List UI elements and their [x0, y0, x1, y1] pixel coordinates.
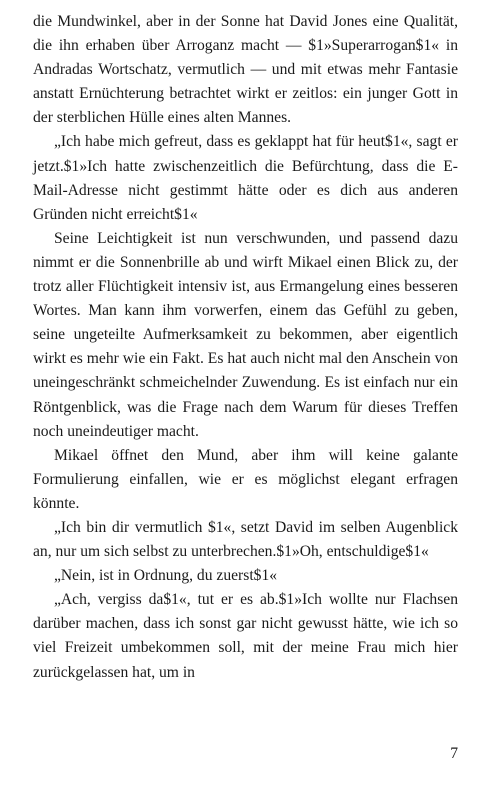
paragraph: „Ach, vergiss da$1«, tut er es ab.$1»Ich wollte nur Flachsen darüber machen, dass ich sonst gar nicht gewusst hätte, wie ich so viel Freizeit umbekommen soll, mit der meine Frau mich hier zurückgelassen hat, um in	[33, 591, 458, 681]
paragraph: „Ich bin dir vermutlich $1«, setzt David im selben Augenblick an, nur um sich selbst zu unterbrechen.$1»Oh, entschuldige$1«	[33, 518, 458, 561]
paragraph: „Ich habe mich gefreut, dass es geklappt hat für heut$1«, sagt er jetzt.$1»Ich hatte zwischenzeitlich die Befürchtung, dass die E-Mail-Adresse nicht gestimmt hätte oder es dich aus anderen Gründen nicht erreicht$1«	[33, 133, 458, 223]
page-number: 7	[450, 745, 458, 762]
paragraph: Mikael öffnet den Mund, aber ihm will keine galante Formulierung einfallen, wie er es möglichst elegant erfragen könnte.	[33, 446, 458, 512]
paragraph: Seine Leichtigkeit ist nun verschwunden, und passend dazu nimmt er die Sonnenbrille ab und wirft Mikael einen Blick zu, der trotz aller Flüchtigkeit intensiv ist, aus Ermangelung eines besseren Wortes. Man kann ihm vorwerfen, einem das Gefühl zu geben, seine ungeteilte Aufmerksamkeit zu bekommen, aber eigentlich wirkt es mehr wie ein Fakt. Es hat auch nicht mal den Anschein von uneingeschränkt schmeichelnder Zuwendung. Es ist einfach nur ein Röntgenblick, was die Frage nach dem Warum für dieses Treffen noch uneindeutiger macht.	[33, 229, 458, 440]
paragraph: „Nein, ist in Ordnung, du zuerst$1«	[54, 567, 278, 585]
paragraph: die Mundwinkel, aber in der Sonne hat David Jones eine Qualität, die ihn erhaben über Arroganz macht — $1»Superarrogan$1« in Andradas Wortschatz, vermutlich — und mit etwas mehr Fantasie anstatt Ernüchterung betrachtet wirkt er zeitlos: ein junger Gott in der sterblichen Hülle eines alten Mannes.	[33, 13, 458, 127]
book-page	[33, 10, 458, 685]
